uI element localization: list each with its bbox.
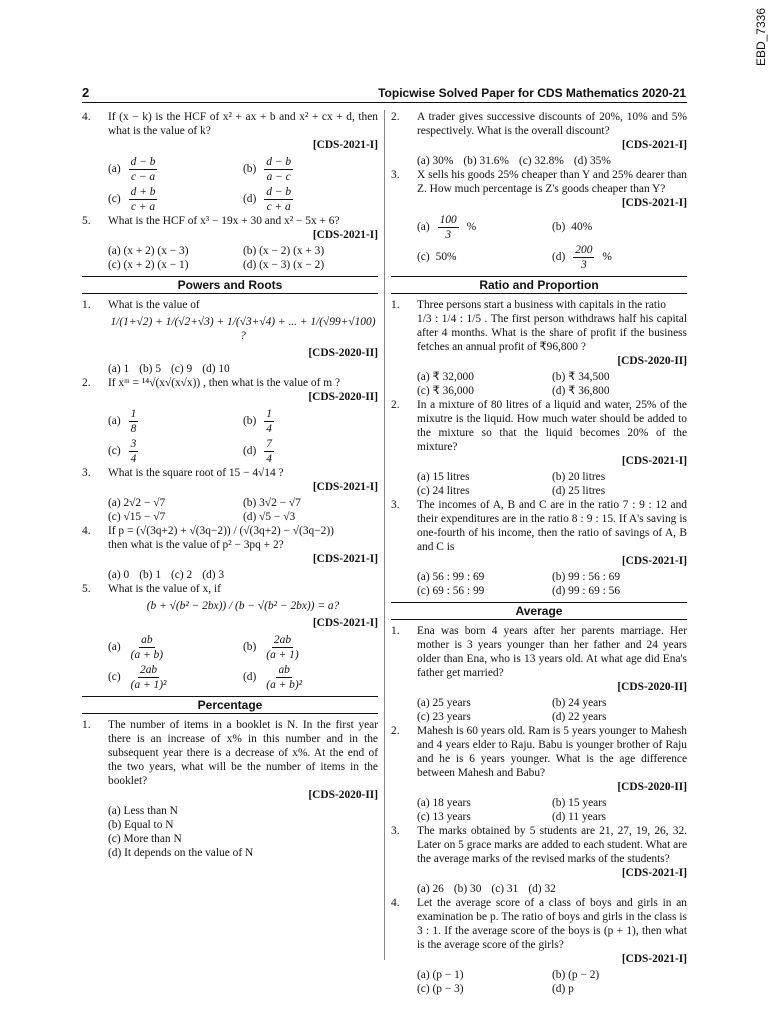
option xyxy=(202,362,230,376)
exam-tag: [CDS-2020-II] xyxy=(308,347,378,359)
option-suffix: % xyxy=(466,221,477,233)
option xyxy=(243,436,378,466)
fraction-denominator: (a + 1) xyxy=(266,648,299,661)
section-heading: Powers and Roots xyxy=(82,276,378,294)
fraction-denominator: 4 xyxy=(130,452,137,465)
exam-tag: [CDS-2021-I] xyxy=(621,953,687,965)
option-label: (d) xyxy=(243,445,257,457)
question xyxy=(82,298,378,360)
option-text: (b) (p − 2) xyxy=(552,969,600,981)
option-text: (a) 25 years xyxy=(417,697,471,709)
option xyxy=(552,710,687,724)
option xyxy=(417,570,552,584)
option-label: (c) xyxy=(108,671,121,683)
options xyxy=(391,882,687,896)
exam-tag: [CDS-2021-I] xyxy=(312,139,378,151)
option-text: (c) 69 : 56 : 99 xyxy=(417,585,485,597)
option-text: (d) 99 : 69 : 56 xyxy=(552,585,621,597)
exam-tag: [CDS-2020-II] xyxy=(617,355,687,367)
question-text: Mahesh is 60 years old. Ram is 5 years younger to Mahesh and 4 years elder to Raju. Babu is younger brother of Raju and he is 6 years younger. What is the age difference between Mahesh and Babu? xyxy=(417,725,687,779)
option xyxy=(552,484,687,498)
option-text: (c) 13 years xyxy=(417,811,471,823)
option-label: (c) xyxy=(108,193,121,205)
option-text: (b) 30 xyxy=(453,883,482,895)
option-text: (d) √5 − √3 xyxy=(243,511,296,523)
fraction-denominator: c − a xyxy=(130,170,156,183)
option-text: (c) 32.8% xyxy=(518,155,564,167)
option-text: (a) Less than N xyxy=(108,805,178,817)
fraction-denominator: 8 xyxy=(130,422,137,435)
fraction-numerator: 7 xyxy=(266,437,272,450)
option xyxy=(552,384,687,398)
option-text: (a) 15 litres xyxy=(417,471,470,483)
question xyxy=(391,624,687,694)
exam-tag: [CDS-2021-I] xyxy=(312,553,378,565)
question-number: 4. xyxy=(391,897,400,909)
question-expression: (b + √(b² − 2bx)) / (b − √(b² − 2bx)) = a? xyxy=(146,600,340,612)
fraction xyxy=(264,155,293,184)
question-number: 1. xyxy=(82,299,91,311)
section-heading: Average xyxy=(391,602,687,620)
option xyxy=(171,362,192,376)
question-text: What is the HCF of x³ − 19x + 30 and x² − 5x + 6? xyxy=(108,215,340,227)
option-text: (a) 18 years xyxy=(417,797,471,809)
fraction-numerator: 2ab xyxy=(273,633,292,646)
options xyxy=(82,154,378,214)
exam-tag: [CDS-2021-I] xyxy=(621,139,687,151)
book-title: Topicwise Solved Paper for CDS Mathematics 2020-21 xyxy=(378,86,686,100)
option xyxy=(574,154,611,168)
option-text: (a) 30% xyxy=(417,155,454,167)
exam-tag: [CDS-2020-II] xyxy=(308,391,378,403)
option-text: (c) 9 xyxy=(171,363,193,375)
question-text: What is the value of xyxy=(108,299,200,311)
options xyxy=(82,406,378,466)
exam-tag: [CDS-2021-I] xyxy=(621,867,687,879)
option xyxy=(139,568,161,582)
option xyxy=(417,484,552,498)
option xyxy=(243,244,378,258)
fraction-denominator: 4 xyxy=(266,452,272,465)
fraction-numerator: 3 xyxy=(130,437,137,450)
options xyxy=(82,632,378,692)
fraction xyxy=(264,633,300,662)
option-text: (b) 3√2 − √7 xyxy=(243,497,301,509)
option xyxy=(417,584,552,598)
option-label: (b) xyxy=(552,221,566,233)
question xyxy=(391,724,687,794)
exam-tag: [CDS-2021-I] xyxy=(621,455,687,467)
options xyxy=(82,568,378,582)
question-number: 4. xyxy=(82,111,91,123)
fraction xyxy=(438,213,459,242)
exam-tag: [CDS-2020-II] xyxy=(308,789,378,801)
option xyxy=(108,436,243,466)
options xyxy=(391,154,687,168)
question-number: 2. xyxy=(391,399,400,411)
fraction-numerator: 1 xyxy=(130,407,137,420)
question-text: If (x − k) is the HCF of x² + ax + b and x² + cx + d, then what is the value of k? xyxy=(108,111,378,137)
header-rule xyxy=(82,102,687,103)
fraction-numerator: d − b xyxy=(266,185,292,198)
option xyxy=(552,696,687,710)
option xyxy=(108,818,378,832)
option-label: (a) xyxy=(108,163,121,175)
fraction-denominator: (a + b)² xyxy=(266,678,303,691)
option xyxy=(243,662,378,692)
question-number: 2. xyxy=(391,111,400,123)
fraction xyxy=(264,437,274,466)
fraction xyxy=(129,633,165,662)
option-text: (b) 20 litres xyxy=(552,471,606,483)
options xyxy=(391,212,687,272)
option xyxy=(243,496,378,510)
fraction-denominator: 3 xyxy=(445,228,452,241)
option xyxy=(108,362,129,376)
option-text: (a) 0 xyxy=(108,569,130,581)
question xyxy=(391,398,687,468)
option xyxy=(417,810,552,824)
option-text: (c) 23 years xyxy=(417,711,471,723)
options xyxy=(391,968,687,996)
option xyxy=(243,406,378,436)
option-text: (b) 31.6% xyxy=(463,155,509,167)
options xyxy=(391,370,687,398)
option xyxy=(519,154,564,168)
option xyxy=(552,982,687,996)
page-number: 2 xyxy=(82,85,90,100)
option xyxy=(417,710,552,724)
option-value: 40% xyxy=(571,221,593,233)
question-text: X sells his goods 25% cheaper than Y and 25% dearer than Z. How much percentage is Z's goods cheaper than Y? xyxy=(417,169,687,195)
option-text: (d) 25 litres xyxy=(552,485,606,497)
question xyxy=(82,376,378,404)
question-text: In a mixture of 80 litres of a liquid and water, 25% of the mixutre is the liquid. How much water should be added to the mixture so that the liquid becomes 20% of the mixture? xyxy=(417,399,687,453)
option-text: (c) 31 xyxy=(491,883,519,895)
question xyxy=(82,214,378,242)
option-suffix: % xyxy=(602,251,612,263)
fraction xyxy=(129,185,158,214)
option-text: (a) 56 : 99 : 69 xyxy=(417,571,485,583)
option xyxy=(552,810,687,824)
question xyxy=(391,110,687,152)
question-text: The number of items in a booklet is N. In the first year there is an increase of x% in this number and in the subsequent year there is a decrease of x%. At the end of the two years, what will be the number of items in the booklet? xyxy=(108,719,378,787)
option xyxy=(454,882,482,896)
option xyxy=(243,258,378,272)
option xyxy=(171,568,192,582)
fraction xyxy=(129,407,139,436)
option-text: (a) 26 xyxy=(417,883,444,895)
option-text: (b) (x − 2) (x + 3) xyxy=(243,245,325,257)
option-label: (d) xyxy=(243,193,257,205)
exam-tag: [CDS-2021-I] xyxy=(312,481,378,493)
fraction xyxy=(129,437,139,466)
option xyxy=(417,242,552,272)
fraction-numerator: ab xyxy=(141,633,153,646)
options xyxy=(82,804,378,860)
option-label: (b) xyxy=(243,163,257,175)
option-text: (d) 32 xyxy=(528,883,556,895)
option-text: (d) 11 years xyxy=(552,811,606,823)
question xyxy=(391,824,687,880)
option xyxy=(417,470,552,484)
question-number: 2. xyxy=(391,725,400,737)
question-number: 1. xyxy=(391,299,400,311)
fraction-denominator: (a + 1)² xyxy=(130,678,167,691)
fraction-denominator: a − c xyxy=(266,170,291,183)
option-label: (a) xyxy=(108,641,121,653)
question xyxy=(391,168,687,210)
option-text: (b) 99 : 56 : 69 xyxy=(552,571,621,583)
option xyxy=(417,882,444,896)
fraction xyxy=(129,155,158,184)
option-text: (c) 2 xyxy=(171,569,193,581)
option xyxy=(552,212,687,242)
fraction-numerator: 1 xyxy=(266,407,272,420)
question-number: 4. xyxy=(82,525,91,537)
question-text: Ena was born 4 years after her parents marriage. Her mother is 3 years younger than her father and 24 years older than Ena, who is 13 years old. At what age did Ena's father get married? xyxy=(417,625,687,679)
option xyxy=(417,370,552,384)
option-text: (c) (p − 3) xyxy=(417,983,464,995)
option-label: (a) xyxy=(108,415,121,427)
option xyxy=(417,384,552,398)
option xyxy=(243,154,378,184)
question-number: 5. xyxy=(82,215,91,227)
options xyxy=(82,244,378,272)
option-text: (d) 10 xyxy=(202,363,230,375)
option xyxy=(417,982,552,996)
option xyxy=(108,154,243,184)
option-text: (c) 24 litres xyxy=(417,485,470,497)
question-text-continued: then what is the value of p² − 3pq + 2? xyxy=(108,539,284,551)
fraction xyxy=(264,407,274,436)
option-text: (d) ₹ 36,800 xyxy=(552,385,610,397)
question-text: Let the average score of a class of boys and girls in an examination be p. The ratio of boys and girls in the class is 3 : 1. If the average score of the boys is (p + 1), then what is the average score of the girls? xyxy=(417,897,687,951)
option-text: (a) 2√2 − √7 xyxy=(108,497,166,509)
fraction-denominator: c + a xyxy=(130,200,156,213)
fraction xyxy=(264,185,293,214)
option-text: (d) p xyxy=(552,983,574,995)
question xyxy=(82,110,378,152)
option xyxy=(108,258,243,272)
option xyxy=(417,696,552,710)
question-text: What is the square root of 15 − 4√14 ? xyxy=(108,467,284,479)
question-number: 3. xyxy=(82,467,91,479)
option xyxy=(108,804,378,818)
question xyxy=(391,896,687,966)
option-text: (c) √15 − √7 xyxy=(108,511,166,523)
question xyxy=(82,718,378,802)
fraction-numerator: d + b xyxy=(130,185,156,198)
option xyxy=(108,496,243,510)
option-text: (c) (x + 2) (x − 1) xyxy=(108,259,189,271)
option-text: (b) 15 years xyxy=(552,797,607,809)
option-text: (a) 1 xyxy=(108,363,130,375)
option-label: (b) xyxy=(243,641,257,653)
option-label: (a) xyxy=(417,221,430,233)
fraction-numerator: d − b xyxy=(130,155,156,168)
fraction xyxy=(129,663,169,692)
exam-tag: [CDS-2021-I] xyxy=(312,229,378,241)
question-number: 1. xyxy=(82,719,91,731)
option xyxy=(552,470,687,484)
question-number: 3. xyxy=(391,169,400,181)
question-text-continued: 1/3 : 1/4 : 1/5 . The first person withdraws half his capital after 4 months. What is the share of profit if the business fetches an annual profit of ₹96,800 ? xyxy=(417,313,687,353)
question-number: 3. xyxy=(391,825,400,837)
options xyxy=(82,496,378,524)
question xyxy=(391,298,687,368)
section-heading: Percentage xyxy=(82,696,378,714)
option-text: (a) ₹ 32,000 xyxy=(417,371,474,383)
right-column xyxy=(391,110,687,996)
question-number: 5. xyxy=(82,583,91,595)
exam-tag: [CDS-2021-I] xyxy=(621,197,687,209)
option-text: (b) Equal to N xyxy=(108,819,174,831)
question-expression: 1/(1+√2) + 1/(√2+√3) + 1/(√3+√4) + ... + 1/(√99+√100) ? xyxy=(110,316,376,342)
option xyxy=(463,154,509,168)
option xyxy=(552,796,687,810)
fraction-numerator: ab xyxy=(278,663,290,676)
option-text: (c) More than N xyxy=(108,833,182,845)
option xyxy=(108,846,378,860)
option xyxy=(417,796,552,810)
question-text: A trader gives successive discounts of 20%, 10% and 5% respectively. What is the overall discount? xyxy=(417,111,687,137)
option-text: (b) 1 xyxy=(139,569,162,581)
option xyxy=(552,968,687,982)
option xyxy=(108,406,243,436)
option-text: (d) It depends on the value of N xyxy=(108,847,254,859)
question-text: If xᵐ = ¹⁴√(x√(x√x)) , then what is the value of m ? xyxy=(108,377,341,389)
option xyxy=(108,568,129,582)
options xyxy=(391,696,687,724)
option-text: (d) (x − 3) (x − 2) xyxy=(243,259,325,271)
option xyxy=(108,510,243,524)
option-text: (b) ₹ 34,500 xyxy=(552,371,610,383)
question-number: 1. xyxy=(391,625,400,637)
option xyxy=(243,184,378,214)
fraction-numerator: 200 xyxy=(575,243,593,256)
fraction-numerator: d − b xyxy=(266,155,292,168)
option-text: (d) 3 xyxy=(202,569,225,581)
option-label: (c) xyxy=(417,251,430,263)
fraction xyxy=(264,663,304,692)
option xyxy=(243,632,378,662)
question-text: The incomes of A, B and C are in the ratio 7 : 9 : 12 and their expenditures are in the ratio 8 : 9 : 15. If A's saving is one-fourth of his income, then the ratio of savings of A, B and C is xyxy=(417,499,687,553)
option xyxy=(202,568,224,582)
option xyxy=(552,242,687,272)
fraction-denominator: 4 xyxy=(266,422,272,435)
question-number: 3. xyxy=(391,499,400,511)
option-text: (d) 22 years xyxy=(552,711,607,723)
exam-tag: [CDS-2021-I] xyxy=(621,555,687,567)
fraction-denominator: 3 xyxy=(580,258,587,271)
option-text: (d) 35% xyxy=(573,155,611,167)
option-label: (c) xyxy=(108,445,121,457)
option xyxy=(108,662,243,692)
option xyxy=(552,370,687,384)
option-text: (b) 5 xyxy=(139,363,162,375)
exam-tag: [CDS-2021-I] xyxy=(312,617,378,629)
fraction-numerator: 2ab xyxy=(140,663,158,676)
option xyxy=(243,510,378,524)
options xyxy=(391,570,687,598)
option-text: (a) (p − 1) xyxy=(417,969,464,981)
section-heading: Ratio and Proportion xyxy=(391,276,687,294)
option xyxy=(108,184,243,214)
question-text: If p = (√(3q+2) + √(3q−2)) / (√(3q+2) − √(3q−2)) xyxy=(108,525,334,537)
option-label: (d) xyxy=(552,251,566,263)
exam-tag: [CDS-2020-II] xyxy=(617,781,687,793)
option xyxy=(417,212,552,242)
question xyxy=(82,582,378,630)
option-label: (b) xyxy=(243,415,257,427)
question xyxy=(82,466,378,494)
options xyxy=(391,470,687,498)
option-value: 50% xyxy=(435,251,457,263)
fraction xyxy=(573,243,594,272)
document-code: EBD_7336 xyxy=(754,8,768,67)
fraction-denominator: c + a xyxy=(266,200,291,213)
question-text: Three persons start a business with capitals in the ratio xyxy=(417,299,666,311)
option xyxy=(139,362,161,376)
question xyxy=(82,524,378,566)
option-text: (c) ₹ 36,000 xyxy=(417,385,474,397)
question-text: The marks obtained by 5 students are 21, 27, 19, 26, 32. Later on 5 grace marks are added to each student. What are the average marks of the revised marks of the students? xyxy=(417,825,687,865)
option xyxy=(417,968,552,982)
option xyxy=(552,584,687,598)
option xyxy=(108,632,243,662)
options xyxy=(82,362,378,376)
fraction-denominator: (a + b) xyxy=(130,648,164,661)
option xyxy=(552,570,687,584)
option-text: (b) 24 years xyxy=(552,697,607,709)
option xyxy=(108,832,378,846)
column-divider xyxy=(384,110,385,960)
left-column xyxy=(82,110,378,860)
option-label: (d) xyxy=(243,671,257,683)
exam-tag: [CDS-2020-II] xyxy=(617,681,687,693)
question xyxy=(391,498,687,568)
option xyxy=(417,154,453,168)
option xyxy=(528,882,556,896)
option xyxy=(491,882,518,896)
option-text: (a) (x + 2) (x − 3) xyxy=(108,245,189,257)
options xyxy=(391,796,687,824)
option xyxy=(108,244,243,258)
fraction-numerator: 100 xyxy=(439,213,457,226)
question-number: 2. xyxy=(82,377,91,389)
question-text: What is the value of x, if xyxy=(108,583,221,595)
